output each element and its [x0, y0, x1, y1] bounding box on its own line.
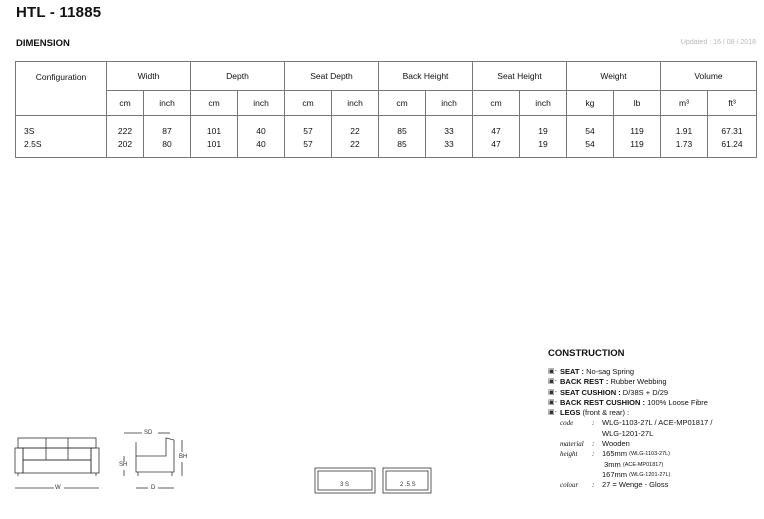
height-3-note: (WLG-1201-27L) — [629, 471, 671, 478]
plan-25s-label: 2 .5 S — [400, 482, 416, 488]
table-row — [16, 125, 757, 138]
label-width: W — [55, 485, 61, 491]
unit-header: inch — [238, 91, 285, 116]
group-header-seat-height: Seat Height — [473, 62, 567, 91]
colour-key: colour — [560, 481, 579, 490]
code-line2: WLG-1201-27L — [602, 428, 654, 438]
colour-value: 27 = Wenge - Gloss — [602, 480, 669, 490]
height-1-note: (WLG-1103-27L) — [629, 451, 670, 458]
table-cell: 54 — [567, 125, 614, 138]
unit-header: cm — [379, 91, 426, 116]
colon: : — [592, 419, 595, 428]
product-title: HTL - 11885 — [16, 4, 102, 21]
dimension-table — [15, 61, 757, 158]
table-cell: 22 — [332, 138, 379, 151]
table-cell: 19 — [520, 138, 567, 151]
table-cell: 1.91 — [661, 125, 708, 138]
back-rest-label: BACK REST : — [560, 377, 609, 387]
table-cell: 119 — [614, 138, 661, 151]
table-cell: 57 — [285, 138, 332, 151]
unit-header: inch — [144, 91, 191, 116]
table-cell: 33 — [426, 138, 473, 151]
group-header-width: Width — [107, 62, 191, 91]
unit-header: inch — [332, 91, 379, 116]
row-config: 2.5S — [16, 138, 107, 151]
seat-value: No-sag Spring — [586, 367, 635, 376]
label-seat-depth: SD — [144, 430, 153, 436]
construction-item-legs — [548, 408, 758, 418]
legs-label: LEGS — [560, 408, 581, 418]
table-row — [16, 138, 757, 151]
table-cell: 67.31 — [708, 125, 757, 138]
plan-3s-label: 3 S — [340, 482, 350, 488]
label-seat-height: SH — [119, 462, 128, 468]
back-rest-value: Rubber Webbing — [610, 377, 667, 387]
group-header-seat-depth: Seat Depth — [285, 62, 379, 91]
arrow-bullet-icon: ▣- — [548, 388, 557, 396]
table-cell: 57 — [285, 125, 332, 138]
table-cell: 202 — [107, 138, 144, 151]
unit-header: ft³ — [708, 91, 757, 116]
height-2-note: (ACE-MP01817) — [622, 461, 664, 468]
code-line1: WLG-1103-27L / ACE-MP01817 / — [602, 418, 713, 428]
table-cell: 1.73 — [661, 138, 708, 151]
section-title-dimension: DIMENSION — [16, 38, 70, 49]
arrow-bullet-icon: ▣- — [548, 409, 557, 417]
legs-detail — [560, 418, 758, 490]
group-header-back-height: Back Height — [379, 62, 473, 91]
table-cell: 19 — [520, 125, 567, 138]
table-cell: 85 — [379, 125, 426, 138]
arrow-bullet-icon: ▣- — [548, 368, 557, 375]
plan-3s-drawing — [314, 467, 376, 494]
table-cell: 54 — [567, 138, 614, 151]
group-header-depth: Depth — [191, 62, 285, 91]
unit-header: m³ — [661, 91, 708, 116]
label-depth: D — [151, 485, 156, 491]
construction-item-seat-cushion — [548, 388, 758, 398]
group-header-weight: Weight — [567, 62, 661, 91]
unit-header: kg — [567, 91, 614, 116]
back-cushion-label: BACK REST CUSHION : — [560, 397, 646, 407]
unit-header: cm — [107, 91, 144, 116]
legs-note: (front & rear) : — [582, 408, 630, 418]
construction-item-seat — [548, 367, 758, 377]
unit-header: cm — [285, 91, 332, 116]
construction-section — [548, 348, 758, 491]
table-cell: 101 — [191, 138, 238, 151]
config-header: Configuration — [16, 62, 107, 116]
table-cell: 47 — [473, 125, 520, 138]
unit-header: cm — [191, 91, 238, 116]
unit-header: cm — [473, 91, 520, 116]
seat-cushion-label: SEAT CUSHION : — [560, 387, 621, 397]
height-1: 165mm — [602, 449, 628, 459]
table-cell: 80 — [144, 138, 191, 151]
updated-date: Updated : 16 / 08 / 2018 — [680, 39, 756, 46]
unit-header: lb — [614, 91, 661, 116]
table-cell: 87 — [144, 125, 191, 138]
seat-cushion-value: D/38S + D/29 — [622, 387, 669, 397]
unit-header: inch — [520, 91, 567, 116]
construction-title: CONSTRUCTION — [548, 348, 625, 359]
construction-item-back-cushion — [548, 398, 758, 408]
arrow-bullet-icon: ▣- — [548, 378, 557, 386]
material-key: material — [560, 440, 584, 449]
code-key: code — [560, 419, 574, 428]
colon: : — [592, 481, 595, 490]
row-config: 3S — [16, 125, 107, 138]
arrow-bullet-icon: ▣- — [548, 398, 557, 406]
table-cell: 61.24 — [708, 138, 757, 151]
table-cell: 40 — [238, 138, 285, 151]
plan-25s-drawing — [382, 467, 432, 494]
front-view-drawing — [12, 434, 104, 492]
unit-header: inch — [426, 91, 473, 116]
table-cell: 85 — [379, 138, 426, 151]
table-cell: 101 — [191, 125, 238, 138]
table-cell: 47 — [473, 138, 520, 151]
construction-item-back-rest — [548, 377, 758, 387]
table-cell: 222 — [107, 125, 144, 138]
table-cell: 119 — [614, 125, 661, 138]
table-cell: 33 — [426, 125, 473, 138]
material-value: Wooden — [602, 439, 630, 449]
colon: : — [592, 450, 595, 459]
height-key: height — [560, 450, 578, 459]
table-cell: 40 — [238, 125, 285, 138]
height-2: 3mm — [604, 459, 621, 469]
group-header-volume: Volume — [661, 62, 757, 91]
seat-label: SEAT : — [560, 367, 585, 376]
table-cell: 22 — [332, 125, 379, 138]
height-3: 167mm — [602, 469, 628, 479]
label-back-height: BH — [179, 454, 188, 460]
back-cushion-value: 100% Loose Fibre — [647, 397, 708, 407]
colon: : — [592, 440, 595, 449]
